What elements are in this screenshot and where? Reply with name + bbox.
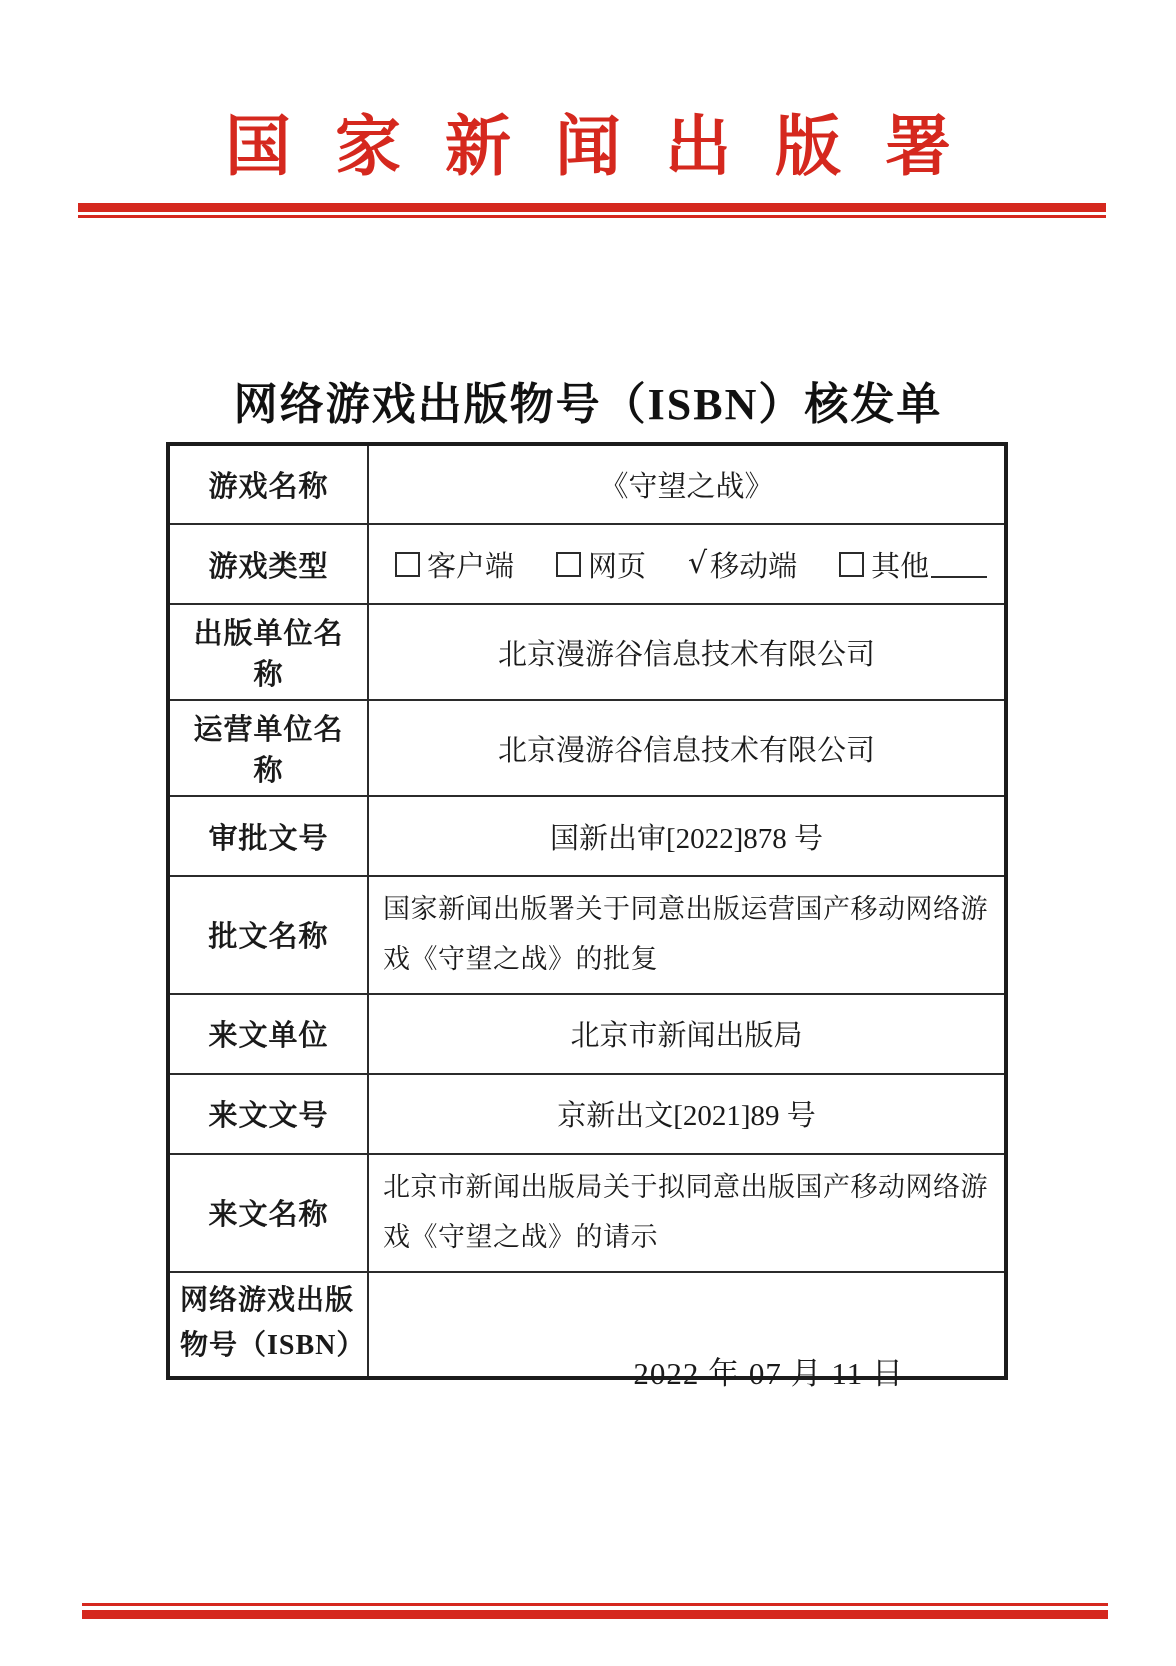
row-label: 游戏类型 xyxy=(168,524,368,604)
game-type-options xyxy=(379,544,994,585)
row-value: 国家新闻出版署关于同意出版运营国产移动网络游戏《守望之战》的批复 xyxy=(368,876,1006,994)
row-label: 运营单位名称 xyxy=(168,700,368,796)
document-title: 网络游戏出版物号（ISBN）核发单 xyxy=(233,380,943,429)
checkbox-icon xyxy=(839,552,864,577)
table-row-operator xyxy=(168,700,1006,796)
row-value: 北京市新闻出版局 xyxy=(368,994,1006,1074)
game-type-option-client xyxy=(395,544,514,585)
game-type-option-web xyxy=(556,544,646,585)
option-label: 移动端 xyxy=(710,550,798,583)
option-label: 其他 xyxy=(871,550,930,583)
row-value: 北京漫游谷信息技术有限公司 xyxy=(368,700,1006,796)
game-type-option-other xyxy=(839,544,987,585)
table-row-source-unit xyxy=(168,994,1006,1074)
row-value: 国新出审[2022]878 号 xyxy=(368,796,1006,876)
table-row-source-title xyxy=(168,1154,1006,1272)
option-label: 客户端 xyxy=(427,550,515,583)
checkbox-icon xyxy=(556,552,581,577)
row-value: 《守望之战》 xyxy=(368,444,1006,524)
option-label: 网页 xyxy=(588,550,647,583)
footer-rule xyxy=(82,1603,1108,1619)
row-label: 审批文号 xyxy=(168,796,368,876)
row-value xyxy=(368,524,1006,604)
row-label: 游戏名称 xyxy=(168,444,368,524)
checkbox-icon xyxy=(395,552,420,577)
table-row-source-number xyxy=(168,1074,1006,1154)
table-row-game-name xyxy=(168,444,1006,524)
blank-underline xyxy=(931,575,987,578)
row-label: 出版单位名称 xyxy=(168,604,368,700)
issue-date: 2022 年 07 月 11 日 xyxy=(633,1356,904,1391)
table-row-approval-title xyxy=(168,876,1006,994)
row-label: 批文名称 xyxy=(168,876,368,994)
row-value: 北京漫游谷信息技术有限公司 xyxy=(368,604,1006,700)
isbn-approval-form xyxy=(166,442,1008,1380)
letterhead-rule xyxy=(78,203,1106,218)
row-label: 来文单位 xyxy=(168,994,368,1074)
isbn-label: 网络游戏出版物号（ISBN） xyxy=(180,1285,366,1362)
row-value: 京新出文[2021]89 号 xyxy=(368,1074,1006,1154)
row-label: 来文名称 xyxy=(168,1154,368,1272)
agency-letterhead: 国家新闻出版署 xyxy=(225,111,995,184)
row-value: 北京市新闻出版局关于拟同意出版国产移动网络游戏《守望之战》的请示 xyxy=(368,1154,1006,1272)
game-type-option-mobile xyxy=(688,544,797,585)
row-label: 来文文号 xyxy=(168,1074,368,1154)
table-row-game-type xyxy=(168,524,1006,604)
check-mark-icon: √ xyxy=(688,546,708,581)
table-row-publisher xyxy=(168,604,1006,700)
table-row-approval-number xyxy=(168,796,1006,876)
